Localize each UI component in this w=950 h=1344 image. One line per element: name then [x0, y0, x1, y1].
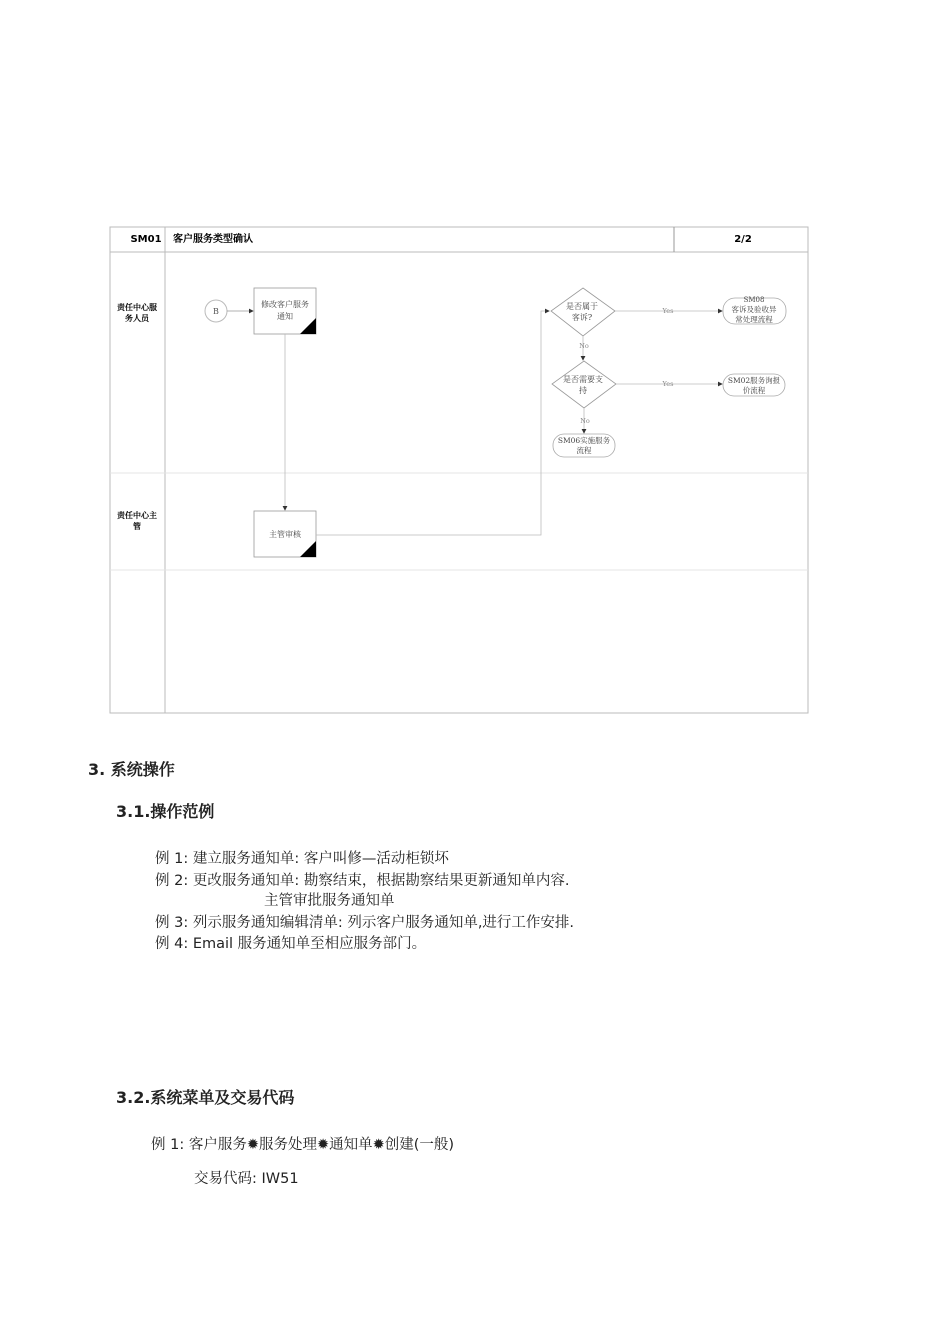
- connector-label: B: [213, 307, 219, 316]
- transaction-code-line: 交易代码: IW51: [194, 1171, 299, 1187]
- decision-label: 是否需要支: [563, 375, 603, 384]
- lane-label: 管: [133, 522, 141, 531]
- example-line: 例 4: Email 服务通知单至相应服务部门。: [155, 936, 427, 952]
- flowchart-code: SM01: [130, 234, 162, 245]
- terminal-label: 价流程: [742, 386, 766, 395]
- process-modify-notification: [254, 288, 316, 334]
- flowchart-page-number: 2/2: [734, 234, 752, 245]
- terminal-label: 客诉及验收异: [731, 305, 777, 314]
- decision-label: 是否属于: [566, 302, 598, 311]
- decision-label: 客诉?: [571, 313, 593, 322]
- process-label: 主管审核: [269, 530, 301, 539]
- lane-label: 责任中心服: [117, 303, 157, 312]
- process-label: 修改客户服务: [261, 300, 309, 309]
- example-line: 例 3: 列示服务通知编辑清单: 列示客户服务通知单,进行工作安排.: [155, 915, 575, 931]
- terminal-label: SM02服务询报: [727, 376, 781, 385]
- decision-label: 持: [579, 386, 587, 395]
- example-line: 例 1: 建立服务通知单: 客户叫修—活动柜锁坏: [155, 851, 449, 867]
- section-3-2-heading: 3.2.系统菜单及交易代码: [116, 1088, 295, 1107]
- terminal-label: 常处理流程: [735, 315, 773, 324]
- example-line: 主管审批服务通知单: [264, 893, 395, 909]
- terminal-label: SM06实施服务: [557, 436, 611, 445]
- lane-label: 责任中心主: [117, 511, 157, 520]
- no-label: No: [579, 342, 589, 350]
- terminal-label: SM08: [743, 296, 765, 304]
- flowchart-title: 客户服务类型确认: [173, 234, 253, 245]
- section-3-1-heading: 3.1.操作范例: [116, 802, 215, 821]
- section-3-heading: 3. 系统操作: [88, 760, 175, 779]
- no-label: No: [580, 417, 590, 425]
- decision-support: [552, 361, 616, 408]
- example-line: 例 2: 更改服务通知单: 勘察结束，根据勘察结果更新通知单内容.: [155, 873, 570, 889]
- process-label: 通知: [277, 312, 293, 321]
- yes-label: Yes: [662, 380, 674, 388]
- terminal-label: 流程: [576, 446, 592, 455]
- yes-label: Yes: [662, 307, 674, 315]
- decision-complaint: [551, 288, 615, 336]
- lane-label: 务人员: [125, 314, 149, 323]
- menu-path-line: 例 1: 客户服务✹服务处理✹通知单✹创建(一般): [151, 1137, 455, 1153]
